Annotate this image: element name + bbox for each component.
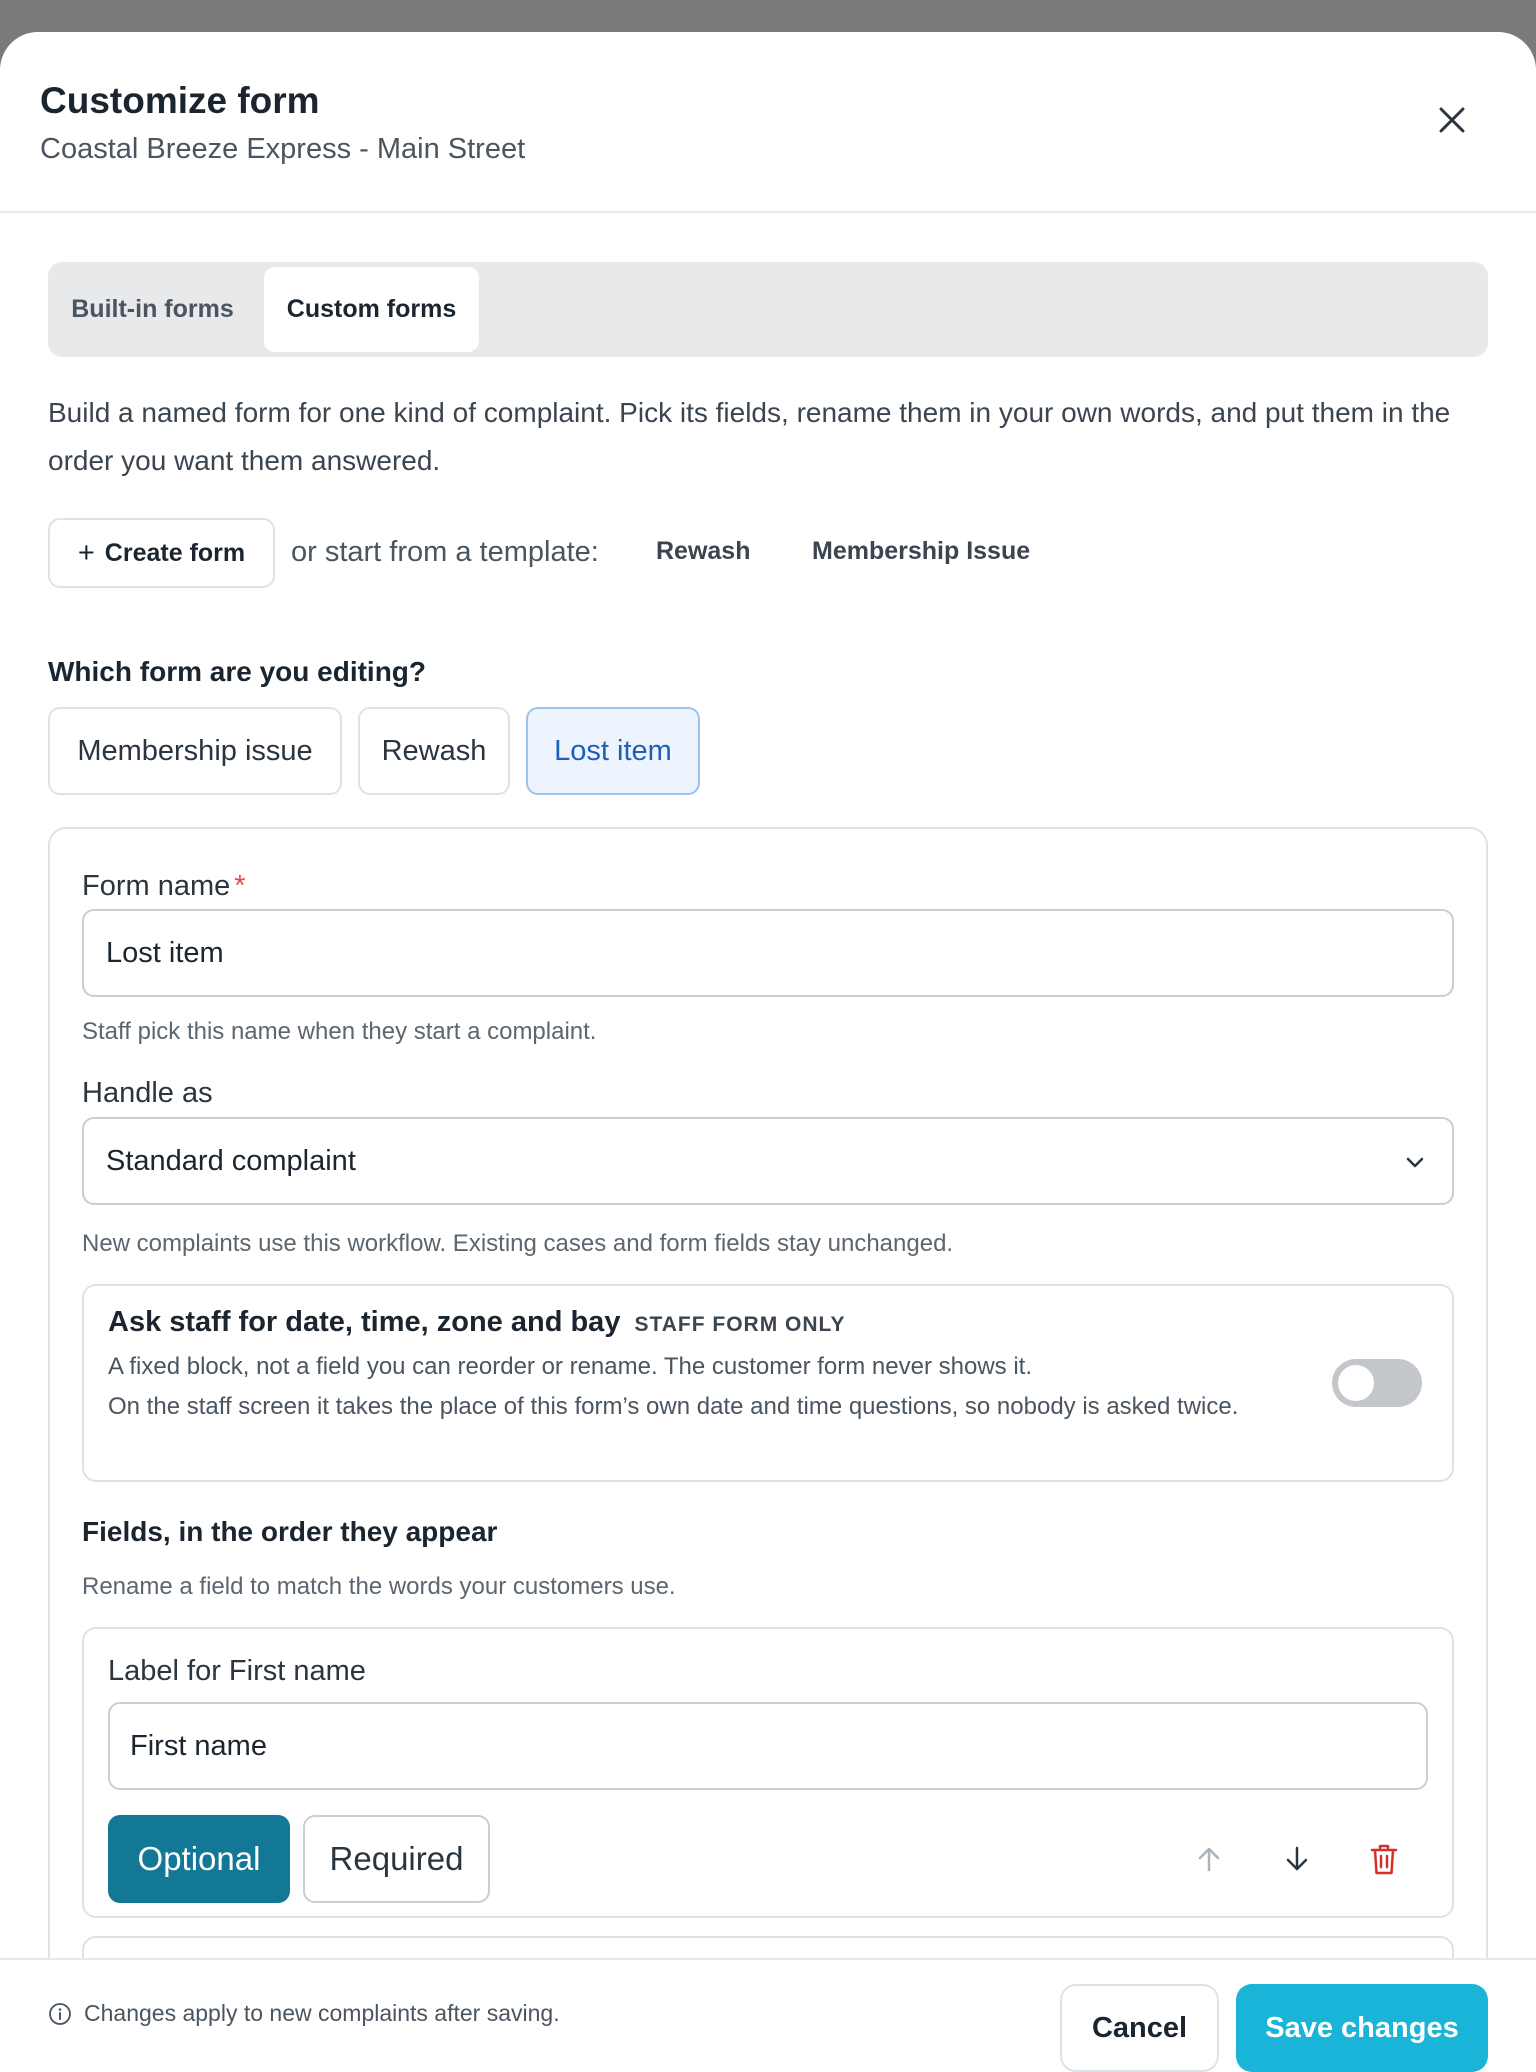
- template-membership-issue-link[interactable]: Membership Issue: [812, 537, 1031, 565]
- chevron-down-icon: [1404, 1151, 1426, 1173]
- template-rewash-link[interactable]: Rewash: [656, 537, 751, 565]
- create-form-label: Create form: [104, 538, 246, 567]
- field-label-input[interactable]: First name: [108, 1702, 1428, 1790]
- save-changes-button[interactable]: Save changes: [1236, 1984, 1488, 2072]
- handle-as-select[interactable]: [82, 1117, 1454, 1205]
- form-type-tabs: [48, 262, 1488, 357]
- dialog-header: [0, 32, 1536, 213]
- form-chip-rewash[interactable]: Rewash: [358, 707, 510, 795]
- staff-block-description: [108, 1347, 1248, 1427]
- required-button[interactable]: Required: [303, 1815, 490, 1903]
- move-up-button[interactable]: [1185, 1835, 1233, 1883]
- customize-form-dialog: [0, 32, 1536, 2072]
- form-chip-lost-item[interactable]: Lost item: [526, 707, 700, 795]
- move-down-button[interactable]: [1273, 1835, 1321, 1883]
- handle-as-value: Standard complaint: [106, 1144, 356, 1177]
- close-button[interactable]: [1426, 94, 1478, 146]
- handle-as-help: New complaints use this workflow. Existing cases and form fields stay unchanged.: [82, 1230, 954, 1257]
- template-prompt: or start from a template:: [291, 536, 599, 568]
- staff-block-card: [82, 1284, 1454, 1482]
- staff-block-title: [108, 1306, 845, 1339]
- tab-built-in-forms[interactable]: Built-in forms: [71, 295, 234, 323]
- cancel-button[interactable]: Cancel: [1060, 1984, 1219, 2072]
- dialog-body: [0, 215, 1536, 1990]
- plus-icon: +: [77, 536, 95, 569]
- field-card-first-name: [82, 1627, 1454, 1918]
- field-label-title: Label for First name: [108, 1655, 366, 1687]
- dialog-subtitle: Coastal Breeze Express - Main Street: [40, 133, 526, 165]
- fields-heading: Fields, in the order they appear: [82, 1516, 498, 1547]
- fields-help: Rename a field to match the words your customers use.: [82, 1573, 676, 1600]
- arrow-down-icon: [1282, 1844, 1312, 1874]
- staff-block-line-1: A fixed block, not a field you can reorder or rename. The customer form never shows it.: [108, 1353, 1032, 1380]
- editing-question: Which form are you editing?: [48, 656, 427, 687]
- toggle-knob: [1338, 1365, 1374, 1401]
- trash-icon: [1369, 1842, 1399, 1876]
- create-form-button[interactable]: [48, 518, 275, 588]
- arrow-up-icon: [1194, 1844, 1224, 1874]
- close-icon: [1437, 105, 1467, 135]
- staff-block-toggle[interactable]: [1332, 1359, 1422, 1407]
- tab-custom-forms[interactable]: Custom forms: [264, 267, 479, 352]
- footer-note: [48, 2000, 560, 2027]
- delete-field-button[interactable]: [1360, 1835, 1408, 1883]
- form-name-input[interactable]: Lost item: [82, 909, 1454, 997]
- dialog-title: Customize form: [40, 80, 320, 121]
- staff-block-line-2: On the staff screen it takes the place of this form’s own date and time questions, so nobody is asked twice.: [108, 1393, 1239, 1420]
- footer-note-text: Changes apply to new complaints after saving.: [84, 2000, 560, 2026]
- intro-text: Build a named form for one kind of complaint. Pick its fields, rename them in your own words, and put them in the order you want them answered.: [48, 397, 1451, 476]
- form-name-help: Staff pick this name when they start a complaint.: [82, 1018, 597, 1045]
- staff-form-only-badge: STAFF FORM ONLY: [634, 1313, 846, 1336]
- handle-as-label: Handle as: [82, 1077, 213, 1109]
- required-mark: *: [234, 870, 246, 902]
- staff-block-title-text: Ask staff for date, time, zone and bay: [108, 1306, 621, 1338]
- form-name-label: [82, 870, 246, 903]
- info-icon: [48, 2002, 72, 2026]
- optional-button[interactable]: Optional: [108, 1815, 290, 1903]
- form-chip-membership-issue[interactable]: Membership issue: [48, 707, 342, 795]
- form-name-label-text: Form name: [82, 870, 231, 902]
- dialog-footer: [0, 1958, 1536, 2072]
